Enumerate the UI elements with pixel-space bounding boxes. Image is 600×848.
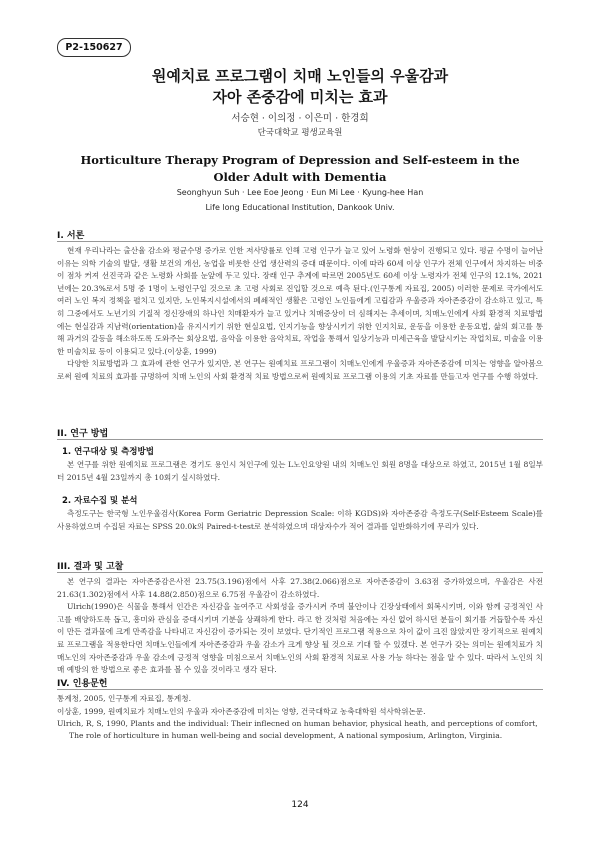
subheading-subjects: 1. 연구대상 및 측정방법	[62, 447, 154, 457]
methods-analysis-body	[57, 508, 543, 533]
poster-id-badge: P2-150627	[57, 38, 131, 57]
introduction-body	[57, 245, 543, 384]
methods-paragraph-2: 측정도구는 한국형 노인우울검사(Korea Form Geriatric Depression Scale: 이하 KGDS)와 자아존중감 측정도구(Self-Esteem Scale)를 사용하였으며 수집된 자료는 SPSS 20.0k의 Paired-t-test로 분석하였으며 대상자수가 적어 결과를 일반화하기에 무리가 있다.	[57, 509, 543, 531]
korean-title-line2: 자아 존중감에 미치는 효과	[212, 88, 388, 106]
results-paragraph-1: 본 연구의 결과는 자아존중감은사전 23.75(3.196)점에서 사후 27.38(2.066)점으로 자아존중감이 3.63점 증가하였으며, 우울감은 사전 21.63(1.302)점에서 사후 14.88(2.850)점으로 6.75점 우울감이 감소하였다.	[57, 577, 543, 599]
methods-paragraph-1: 본 연구를 위한 원예치료 프로그램은 경기도 용인시 처인구에 있는 L노인요양원 내의 치매노인 회원 8명을 대상으로 하였고, 2015년 1월 8일부터 2015년 4월 23일까지 총 10회기 실시하였다.	[57, 460, 543, 482]
introduction-paragraph-2: 다양한 치료방법과 그 효과에 관한 연구가 있지만, 본 연구는 원예치료 프로그램이 치매노인에게 우울증과 자아존중감에 미치는 영향을 알아봄으로써 원예 치료의 효과를 규명하여 치매 노인의 사회 환경적 치료 방법으로써 원예치료 프로그램 이용의 기초 자료를 만들고자 연구를 수행 하였다.	[57, 359, 543, 381]
results-paragraph-2: Ulrich(1990)은 식물을 통해서 인간은 자신감을 높여주고 사회성을 증가시켜 주며 불안이나 긴장상태에서 회복시키며, 이와 함께 긍정적인 사고를 배양하도록 돕고, 흥미와 관심을 증대시키며 기분을 상쾌하게 한다. 라고 한 것처럼 처음에는 자신 없어 하시던 분들이 회기를 거듭할수록 자신이 만든 결과물에 크게 만족감을 나타내고 자신감이 증가되는 것이 보였다. 단기적인 프로그램 적용으로 차이 값이 크진 않았지만 장기적으로 원예치료 프로그램을 적용한다면 치매노인들에게 자아존중감과 우울 감소가 크게 향상 될 것으로 기대 할 수 있겠다. 본 연구가 갖는 의미는 원예치료가 치매노인의 자아존중감과 우울 감소에 긍정적 영향을 미침으로서 치매노인의 사회 환경적 치료로 사용 가능 하다는 점을 알 수 있다. 따라서 노인의 치매 예방의 한 방법으로 좋은 효과를 볼 수 있을 것이라고 생각 된다.	[57, 602, 543, 675]
korean-affiliation: 단국대학교 평생교육원	[257, 128, 343, 138]
reference-item: Ulrich, R, S, 1990, Plants and the individual: Their inflecned on human behavior, physical heath, and perceptions of comfort, The role of horticulture in human well-being and social development, A national symposium, Arlington, Virginia.	[57, 719, 538, 740]
english-affiliation: Life long Educational Institution, Dankook Univ.	[205, 203, 395, 212]
english-authors: Seonghyun Suh · Lee Eoe Jeong · Eun Mi Lee · Kyung-hee Han	[176, 188, 424, 197]
section-heading-introduction: I. 서론	[57, 228, 543, 242]
section-heading-results: III. 결과 및 고찰	[57, 559, 543, 573]
results-body	[57, 576, 543, 677]
english-title-line1: Horticulture Therapy Program of Depression and Self-esteem in the	[80, 153, 520, 167]
subheading-data-analysis: 2. 자료수집 및 분석	[62, 496, 138, 506]
english-title-line2: Older Adult with Dementia	[213, 170, 387, 184]
methods-subjects-body	[57, 459, 543, 484]
introduction-paragraph-1: 현재 우리나라는 출산율 감소와 평균수명 증가로 인한 저사망률로 인해 고령 인구가 늘고 있어 노령화 현상이 진행되고 있다. 평균 수명이 늘어난 이유는 의학 기술의 발달, 생활 보건의 개선, 농업을 비롯한 산업 생산력의 증대 때문이다. 이에 따라 60세 이상 인구가 전체 인구에서 차지하는 비중이 점차 커져 선진국과 같은 노령화 사회를 눈앞에 두고 있다. 장래 인구 추계에 따르면 2005년도 60세 이상 노령자가 전체 인구의 12.1%, 2021년에는 20.3%로서 5명 중 1명이 노령인구일 것으로 초 고령 사회로 진입할 것으로 예측 된다.(인구통계 자료집, 2005) 이러한 문제로 국가에서도 여러 노인 복지 정책을 펼치고 있지만, 노인복지시설에서의 폐쇄적인 생활은 고령인 노인들에게 고립감과 우울증과 자아존중감이 감소하고 있고, 특히 그중에서도 노년기의 기질적 정신장애의 하나인 치매환자가 늘고 있거나 치매증상이 더 심해지는 추세이며, 치매노인에게 사회 환경적 치료방법에는 현실감과 지남력(orientation)을 유지시키기 위한 현실요법, 인지기능을 향상시키기 위한 인지치료, 운동을 이용한 운동요법, 삶의 회고를 통해 과거의 갈등을 해소하도록 도와주는 회상요법, 음악을 이용한 음악치료, 작업을 통해서 일상기능과 미세근육을 발달시키는 작업치료, 미술을 이용한 미술치료 등이 이용되고 있다.(이상훈, 1999)	[57, 246, 543, 356]
korean-title-line1: 원예치료 프로그램이 치매 노인들의 우울감과	[151, 67, 449, 85]
section-heading-methods: II. 연구 방법	[57, 426, 543, 440]
korean-title	[0, 66, 600, 108]
reference-item: 이상훈, 1999, 원예치료가 치매노인의 우울과 자아존중감에 미치는 영향, 건국대학교 농축대학원 석사학위논문.	[57, 706, 426, 716]
references-list	[57, 693, 543, 742]
section-heading-references: IV. 인용문헌	[57, 676, 543, 690]
english-title	[0, 152, 600, 186]
page-number: 124	[291, 800, 309, 810]
korean-authors: 서승현 · 이의정 · 이은미 · 한경희	[231, 113, 369, 124]
reference-item: 통계청, 2005, 인구통계 자료집, 통계청.	[57, 694, 191, 703]
